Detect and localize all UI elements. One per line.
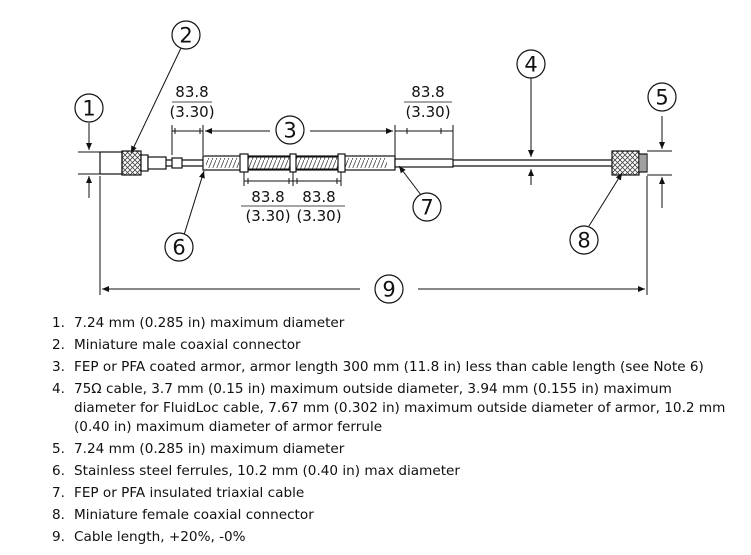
callout-4 xyxy=(517,50,545,78)
note-number: 3. xyxy=(52,359,65,375)
notes-list xyxy=(52,314,732,550)
dimension-mid-ferrules xyxy=(241,172,345,225)
callout-8 xyxy=(570,226,598,254)
note-text: Miniature female coaxial connector xyxy=(74,507,314,523)
note-number: 2. xyxy=(52,337,65,353)
callout-1 xyxy=(75,94,103,122)
note-text: 75Ω cable, 3.7 mm (0.15 in) maximum outside diameter, 3.94 mm (0.155 in) maximum diameter for FluidLoc cable, 7.67 mm (0.302 in) maximum outside diameter of armor, 10.2 mm (0.40 in) maximum diameter of armor ferrule xyxy=(74,381,726,435)
dimension-right-armor xyxy=(395,83,453,158)
note-text: Miniature male coaxial connector xyxy=(74,337,301,353)
note-number: 6. xyxy=(52,463,65,479)
svg-text:7: 7 xyxy=(420,195,434,220)
dim-left-mm: 83.8 xyxy=(175,83,209,101)
dimension-left-armor xyxy=(169,83,214,155)
callout-5 xyxy=(648,83,676,111)
armor xyxy=(203,156,395,170)
callout-3 xyxy=(276,116,304,144)
cable-right xyxy=(395,159,612,167)
note-text: 7.24 mm (0.285 in) maximum diameter xyxy=(74,441,345,457)
svg-text:3: 3 xyxy=(283,118,297,143)
note-text: Cable length, +20%, -0% xyxy=(74,529,246,545)
note-number: 5. xyxy=(52,441,65,457)
svg-text:4: 4 xyxy=(524,52,538,77)
dim-mid1-in: (3.30) xyxy=(245,207,291,225)
svg-text:5: 5 xyxy=(655,85,669,110)
note-number: 1. xyxy=(52,315,65,331)
note-item xyxy=(52,440,732,459)
callout-2 xyxy=(172,21,200,49)
note-text: 7.24 mm (0.285 in) maximum diameter xyxy=(74,315,345,331)
svg-text:6: 6 xyxy=(172,235,186,260)
callout-9 xyxy=(375,275,403,303)
note-item xyxy=(52,462,732,481)
note-number: 4. xyxy=(52,381,65,397)
note-item xyxy=(52,358,732,377)
svg-text:1: 1 xyxy=(82,96,96,121)
svg-text:2: 2 xyxy=(179,23,193,48)
note-item xyxy=(52,528,732,547)
dim-mid2-in: (3.30) xyxy=(296,207,342,225)
note-item xyxy=(52,380,732,437)
note-item xyxy=(52,336,732,355)
note-text: FEP or PFA coated armor, armor length 300 mm (11.8 in) less than cable length (see Note 6) xyxy=(74,359,704,375)
dim-right-mm: 83.8 xyxy=(411,83,445,101)
note-text: FEP or PFA insulated triaxial cable xyxy=(74,485,305,501)
svg-text:8: 8 xyxy=(577,228,591,253)
callout-6 xyxy=(165,233,193,261)
note-text: Stainless steel ferrules, 10.2 mm (0.40 in) max diameter xyxy=(74,463,460,479)
callout-7 xyxy=(413,193,441,221)
dimension-5 xyxy=(647,116,672,208)
note-number: 9. xyxy=(52,529,65,545)
svg-text:9: 9 xyxy=(382,277,396,302)
note-item xyxy=(52,506,732,525)
cable-left xyxy=(166,158,203,168)
dimension-1 xyxy=(78,123,100,198)
note-number: 8. xyxy=(52,507,65,523)
dim-right-in: (3.30) xyxy=(405,103,451,121)
dim-mid2-mm: 83.8 xyxy=(302,188,336,206)
male-connector xyxy=(100,151,166,175)
leader-lines xyxy=(131,48,622,235)
female-connector xyxy=(612,151,647,175)
note-item xyxy=(52,314,732,333)
dim-left-in: (3.30) xyxy=(169,103,215,121)
dim-mid1-mm: 83.8 xyxy=(251,188,285,206)
note-number: 7. xyxy=(52,485,65,501)
note-item xyxy=(52,484,732,503)
